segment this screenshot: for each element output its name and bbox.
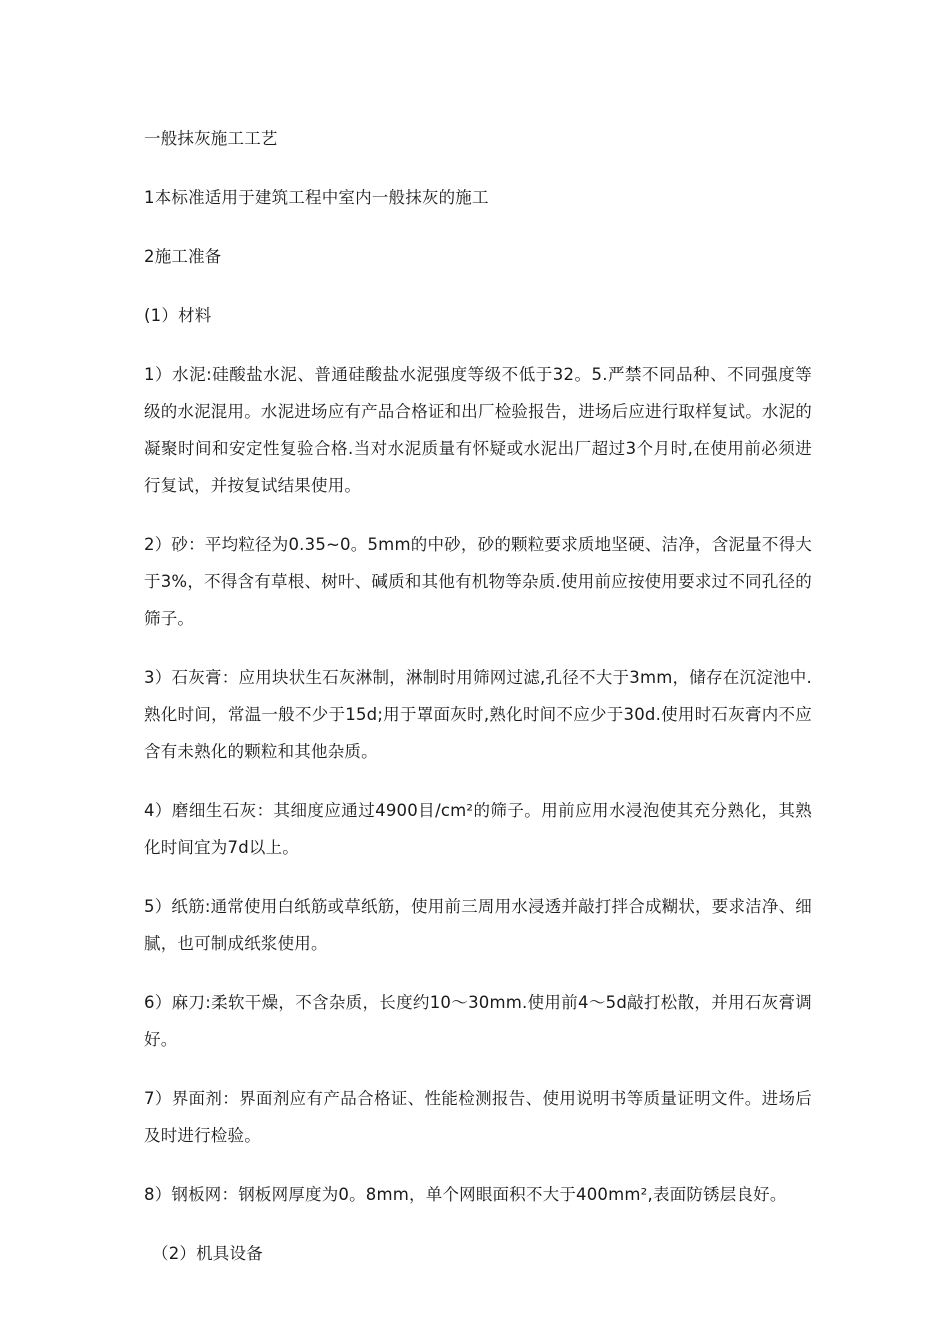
paragraph-steel-mesh: 8）钢板网：钢板网厚度为0。8mm，单个网眼面积不大于400mm²,表面防锈层良好。	[144, 1185, 787, 1204]
paragraph-interface-agent: 7）界面剂：界面剂应有产品合格证、性能检测报告、使用说明书等质量证明文件。进场后及时进行检验。	[144, 1089, 812, 1145]
paragraph-sand: 2）砂：平均粒径为0.35~0。5mm的中砂，砂的颗粒要求质地坚硬、洁净，含泥量不得大于3%，不得含有草根、树叶、碱质和其他有机物等杂质.使用前应按使用要求过不同孔径的筛子。	[144, 535, 812, 628]
heading-preparation: 2施工准备	[144, 247, 222, 266]
heading-materials: (1）材料	[144, 306, 212, 325]
paragraph-lime-putty: 3）石灰膏：应用块状生石灰淋制，淋制时用筛网过滤,孔径不大于3mm，储存在沉淀池中.熟化时间，常温一般不少于15d;用于罩面灰时,熟化时间不应少于30d.使用时石灰膏内不应含有未熟化的颗粒和其他杂质。	[144, 668, 812, 761]
paragraph-hemp-fiber: 6）麻刀:柔软干燥，不含杂质，长度约10～30mm.使用前4～5d敲打松散，并用石灰膏调好。	[144, 993, 812, 1049]
heading-equipment: （2）机具设备	[152, 1244, 263, 1263]
paragraph-cement: 1）水泥:硅酸盐水泥、普通硅酸盐水泥强度等级不低于32。5.严禁不同品种、不同强度等级的水泥混用。水泥进场应有产品合格证和出厂检验报告，进场后应进行取样复试。水泥的凝聚时间和安定性复验合格.当对水泥质量有怀疑或水泥出厂超过3个月时,在使用前必须进行复试，并按复试结果使用。	[144, 365, 812, 495]
paragraph-ground-quicklime: 4）磨细生石灰：其细度应通过4900目/cm²的筛子。用前应用水浸泡使其充分熟化，其熟化时间宜为7d以上。	[144, 801, 812, 857]
paragraph-paper-fiber: 5）纸筋:通常使用白纸筋或草纸筋，使用前三周用水浸透并敲打拌合成糊状，要求洁净、细腻，也可制成纸浆使用。	[144, 897, 812, 953]
document-body	[144, 120, 812, 1294]
document-title: 一般抹灰施工工艺	[144, 129, 278, 148]
paragraph-scope: 1本标准适用于建筑工程中室内一般抹灰的施工	[144, 188, 489, 207]
